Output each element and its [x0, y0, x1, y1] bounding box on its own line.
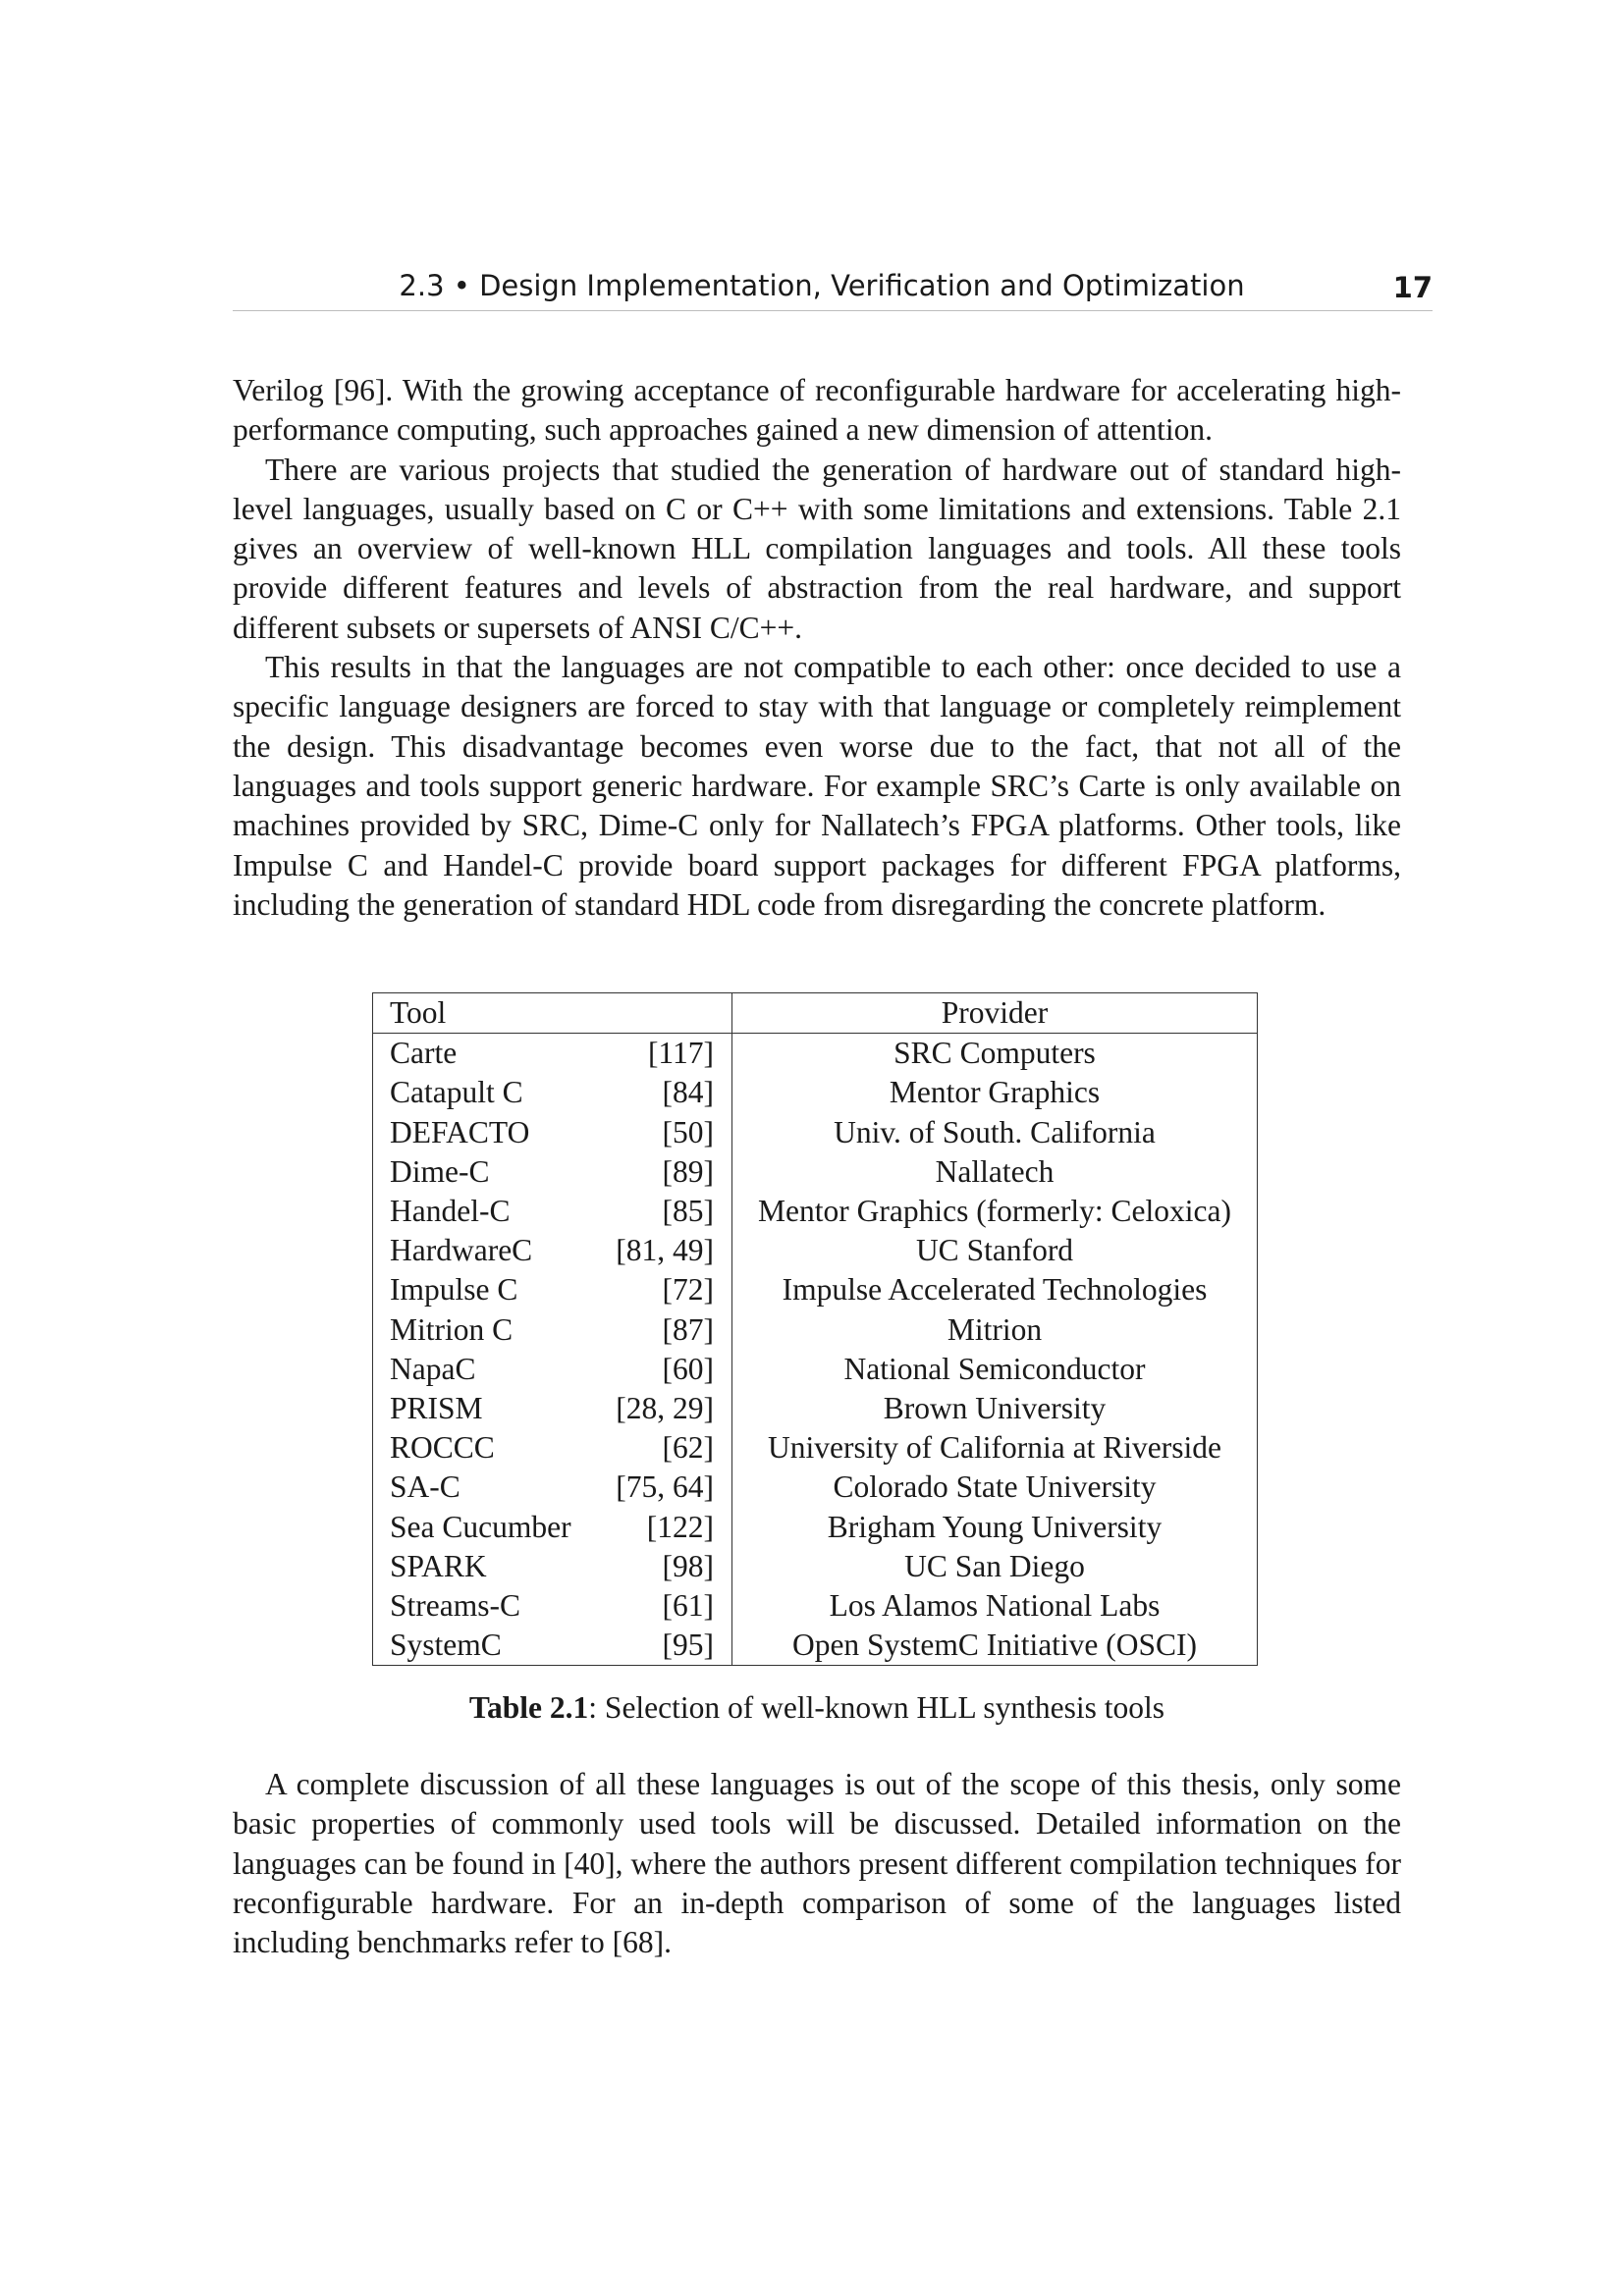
tool-cell: ROCCC — [390, 1430, 495, 1466]
provider-cell: Brown University — [732, 1389, 1258, 1428]
tool-cell: Impulse C — [390, 1272, 518, 1308]
reference-cell: [117] — [647, 1036, 714, 1071]
reference-cell: [84] — [662, 1075, 714, 1110]
reference-cell: [62] — [662, 1430, 714, 1466]
provider-cell: Open SystemC Initiative (OSCI) — [732, 1626, 1258, 1666]
tool-cell: SPARK — [390, 1548, 487, 1583]
paragraph: A complete discussion of all these languages is out of the scope of this thesis, only some basic properties of commonly used tools will be discussed. Detailed information on the languages can be found in [40], where the authors present different compilation techniques for reconfigurable hardware. For an in-depth comparison of some of the languages listed including benchmarks refer to [68]. — [233, 1767, 1401, 1960]
tool-cell: NapaC — [390, 1351, 476, 1386]
provider-cell: University of California at Riverside — [732, 1428, 1258, 1468]
caption-text: : Selection of well-known HLL synthesis tools — [588, 1690, 1165, 1725]
reference-cell: [87] — [662, 1311, 714, 1347]
table-row — [373, 1389, 1258, 1428]
tool-cell: Dime-C — [390, 1153, 490, 1189]
page-number: 17 — [1392, 271, 1433, 304]
section-title-text: 2.3 • Design Implementation, Verification and Optimization — [399, 269, 1245, 302]
table-body — [373, 1034, 1258, 1666]
hll-tools-table — [372, 992, 1258, 1666]
tool-cell: PRISM — [390, 1391, 483, 1426]
tool-cell: Sea Cucumber — [390, 1509, 571, 1544]
tool-cell: Mitrion C — [390, 1311, 514, 1347]
paragraph: Verilog [96]. With the growing acceptance of reconfigurable hardware for accelerating high-performance computing, such approaches gained a new dimension of attention. — [233, 373, 1401, 448]
provider-cell: Colorado State University — [732, 1468, 1258, 1507]
provider-cell: Nallatech — [732, 1152, 1258, 1192]
reference-cell: [28, 29] — [616, 1391, 714, 1426]
reference-cell: [61] — [662, 1588, 714, 1624]
provider-cell: Mentor Graphics (formerly: Celoxica) — [732, 1192, 1258, 1231]
tool-cell: Streams-C — [390, 1588, 520, 1624]
table-row — [373, 1073, 1258, 1112]
tool-cell: SystemC — [390, 1628, 502, 1663]
table-row — [373, 1310, 1258, 1350]
reference-cell: [81, 49] — [616, 1233, 714, 1268]
table-row — [373, 1547, 1258, 1586]
table-caption — [233, 1690, 1401, 1726]
section-title — [233, 269, 1411, 302]
table-header-row — [373, 993, 1258, 1034]
table-row — [373, 1152, 1258, 1192]
header-tool: Tool — [390, 995, 447, 1030]
provider-cell: Los Alamos National Labs — [732, 1586, 1258, 1626]
reference-cell: [89] — [662, 1153, 714, 1189]
tool-cell: Handel-C — [390, 1194, 511, 1229]
paragraph: This results in that the languages are not compatible to each other: once decided to use a specific language designers are forced to stay with that language or completely reimplement the design. This disadvantage becomes even worse due to the fact, that not all of the languages and tools support generic hardware. For example SRC’s Carte is only available on machines provided by SRC, Dime-C only for Nallatech’s FPGA platforms. Other tools, like Impulse C and Handel-C provide board support packages for different FPGA platforms, including the generation of standard HDL code from disregarding the concrete platform. — [233, 650, 1401, 922]
reference-cell: [122] — [646, 1509, 714, 1544]
tool-cell: HardwareC — [390, 1233, 533, 1268]
table-row — [373, 1626, 1258, 1666]
reference-cell: [98] — [662, 1548, 714, 1583]
table-row — [373, 1350, 1258, 1389]
header-provider: Provider — [732, 993, 1258, 1034]
table-row — [373, 1586, 1258, 1626]
table-row — [373, 1270, 1258, 1309]
provider-cell: Univ. of South. California — [732, 1113, 1258, 1152]
table-row — [373, 1231, 1258, 1270]
reference-cell: [72] — [662, 1272, 714, 1308]
table-row — [373, 1508, 1258, 1547]
table-row — [373, 1034, 1258, 1074]
running-header — [233, 267, 1433, 311]
table-row — [373, 1113, 1258, 1152]
table-row — [373, 1428, 1258, 1468]
tool-cell: SA-C — [390, 1469, 460, 1505]
reference-cell: [60] — [662, 1351, 714, 1386]
provider-cell: Mitrion — [732, 1310, 1258, 1350]
body-text-top — [233, 371, 1401, 925]
provider-cell: UC Stanford — [732, 1231, 1258, 1270]
body-text-bottom — [233, 1765, 1401, 1962]
paragraph: There are various projects that studied the generation of hardware out of standard high-level languages, usually based on C or C++ with some limitations and extensions. Table 2.1 gives an overview of well-known HLL compilation languages and tools. All these tools provide different features and levels of abstraction from the real hardware, and support different subsets or supersets of ANSI C/C++. — [233, 452, 1401, 645]
tool-cell: DEFACTO — [390, 1114, 530, 1149]
caption-label: Table 2.1 — [468, 1690, 589, 1725]
provider-cell: SRC Computers — [732, 1034, 1258, 1074]
reference-cell: [95] — [662, 1628, 714, 1663]
tool-cell: Carte — [390, 1036, 458, 1071]
table-row — [373, 1468, 1258, 1507]
reference-cell: [85] — [662, 1194, 714, 1229]
table-row — [373, 1192, 1258, 1231]
reference-cell: [50] — [662, 1114, 714, 1149]
provider-cell: National Semiconductor — [732, 1350, 1258, 1389]
provider-cell: Impulse Accelerated Technologies — [732, 1270, 1258, 1309]
provider-cell: Mentor Graphics — [732, 1073, 1258, 1112]
tool-cell: Catapult C — [390, 1075, 523, 1110]
reference-cell: [75, 64] — [616, 1469, 714, 1505]
provider-cell: UC San Diego — [732, 1547, 1258, 1586]
provider-cell: Brigham Young University — [732, 1508, 1258, 1547]
